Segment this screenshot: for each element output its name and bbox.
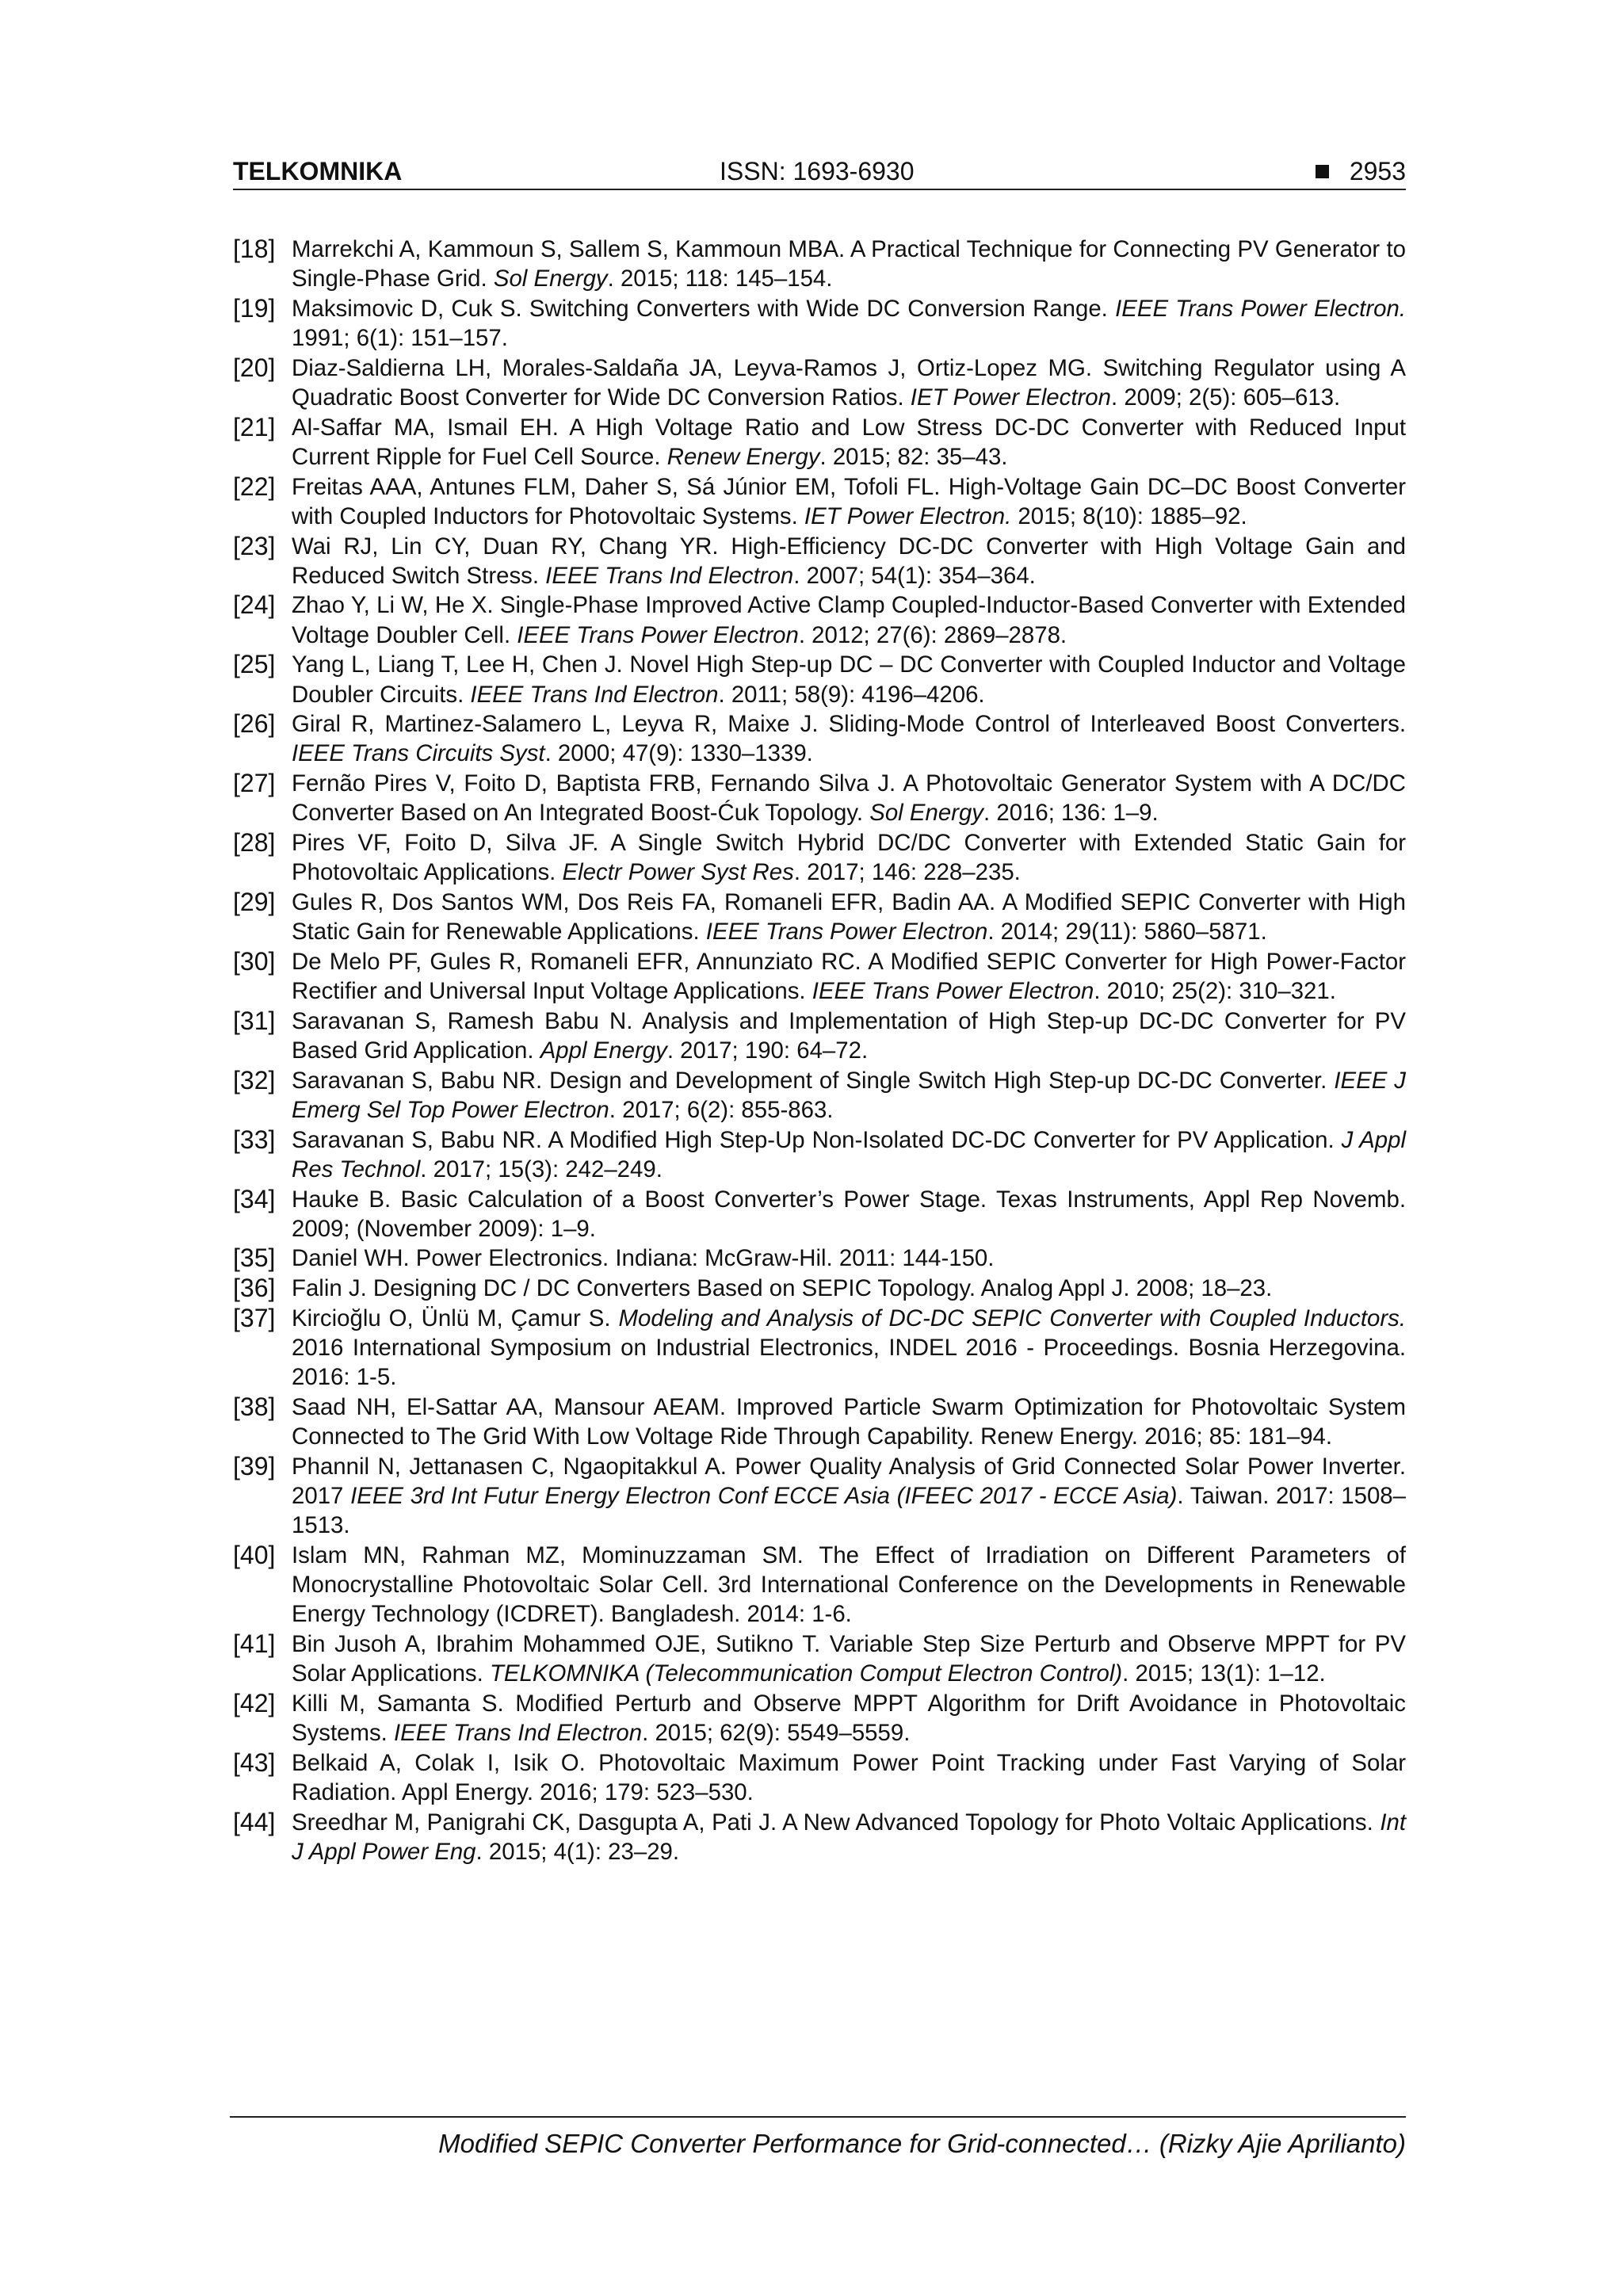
issn: ISSN: 1693-6930 (720, 157, 915, 185)
reference-text-part: Falin J. Designing DC / DC Converters Based on SEPIC Topology. Analog Appl J. 2008; 18–23. (292, 1275, 1273, 1302)
reference-text-part: . 2017; 190: 64–72. (666, 1037, 869, 1064)
reference-text (292, 1629, 1406, 1688)
reference-item (233, 650, 1406, 709)
reference-number: [36] (233, 1274, 276, 1303)
reference-item (233, 828, 1406, 887)
reference-item (233, 532, 1406, 590)
reference-item (233, 709, 1406, 768)
reference-text-part: Zhao Y, Li W, He X. Single-Phase Improved Active Clamp Coupled-Inductor-Based Converter with Extended Voltage Doubler Cell. (292, 592, 1406, 648)
reference-item (233, 1244, 1406, 1273)
reference-number: [27] (233, 769, 276, 798)
reference-item (233, 590, 1406, 649)
reference-number: [24] (233, 590, 276, 620)
reference-text-part: . 2011; 58(9): 4196–4206. (718, 681, 985, 708)
reference-text-part: Freitas AAA, Antunes FLM, Daher S, Sá Júnior EM, Tofoli FL. High-Voltage Gain DC–DC Boost Converter with Coupled Inductors for Photovoltaic Systems. (292, 473, 1406, 529)
reference-text-part: Daniel WH. Power Electronics. Indiana: McGraw-Hil. 2011: 144-150. (292, 1245, 995, 1272)
reference-text (292, 413, 1406, 472)
reference-number: [34] (233, 1184, 276, 1213)
reference-text (292, 1244, 1406, 1273)
page-number-block (1316, 157, 1406, 186)
reference-source-italic: IEEE J Emerg Sel Top Power Electron (292, 1067, 1406, 1123)
reference-item (233, 1748, 1406, 1807)
reference-text-part: Maksimovic D, Cuk S. Switching Converters with Wide DC Conversion Range. (292, 295, 1116, 322)
reference-item (233, 1304, 1406, 1392)
reference-text-part: Fernão Pires V, Foito D, Baptista FRB, Fernando Silva J. A Photovoltaic Generator System with A DC/DC Converter Based on An Integrated Boost-Ćuk Topology. (292, 770, 1406, 827)
reference-text (292, 888, 1406, 946)
reference-text-part: . 2015; 118: 145–154. (607, 266, 833, 292)
reference-item (233, 1689, 1406, 1748)
reference-list (233, 235, 1406, 1867)
reference-text (292, 709, 1406, 768)
reference-text-part: 2015; 8(10): 1885–92. (1011, 502, 1247, 529)
reference-text (292, 590, 1406, 649)
reference-text-part: . 2015; 4(1): 23–29. (475, 1838, 680, 1865)
reference-source-italic: IEEE Trans Power Electron (812, 978, 1094, 1005)
reference-text-part: Wai RJ, Lin CY, Duan RY, Chang YR. High-Efficiency DC-DC Converter with High Voltage Gain and Reduced Switch Stress. (292, 533, 1406, 589)
reference-text (292, 650, 1406, 709)
reference-source-italic: TELKOMNIKA (Telecommunication Comput Electron Control) (489, 1660, 1123, 1687)
reference-item (233, 1541, 1406, 1629)
reference-text (292, 947, 1406, 1006)
page-footer (230, 2116, 1406, 2159)
reference-item (233, 1629, 1406, 1688)
reference-text-part: . 2016; 136: 1–9. (983, 800, 1159, 827)
reference-text-part: Pires VF, Foito D, Silva JF. A Single Switch Hybrid DC/DC Converter with Extended Static Gain for Photovoltaic Applications. (292, 830, 1406, 886)
reference-item (233, 235, 1406, 293)
reference-number: [22] (233, 472, 276, 501)
reference-number: [32] (233, 1065, 276, 1095)
reference-text (292, 1392, 1406, 1451)
reference-text-part: Islam MN, Rahman MZ, Mominuzzaman SM. The Effect of Irradiation on Different Parameters of Monocrystalline Photovoltaic Solar Cell. 3rd International Conference on the Developments in Renewable Energy Technology (ICDRET). Bangladesh. 2014: 1-6. (292, 1541, 1406, 1628)
journal-name: TELKOMNIKA (233, 157, 403, 185)
reference-item (233, 1066, 1406, 1125)
reference-text (292, 1689, 1406, 1748)
reference-text (292, 828, 1406, 887)
reference-number: [41] (233, 1629, 276, 1659)
reference-text-part: Giral R, Martinez-Salamero L, Leyva R, Maixe J. Sliding-Mode Control of Interleaved Boost Converters. (292, 711, 1406, 738)
reference-text-part: . 2015; 62(9): 5549–5559. (642, 1720, 911, 1747)
reference-source-italic: IEEE 3rd Int Futur Energy Electron Conf ECCE Asia (IFEEC 2017 - ECCE Asia) (350, 1483, 1178, 1510)
reference-item (233, 472, 1406, 531)
reference-text (292, 1274, 1406, 1303)
reference-text-part: Saravanan S, Babu NR. Design and Development of Single Switch High Step-up DC-DC Converter. (292, 1067, 1335, 1094)
reference-item (233, 1808, 1406, 1866)
reference-text (292, 1808, 1406, 1866)
reference-text (292, 235, 1406, 293)
reference-text (292, 1452, 1406, 1541)
reference-number: [18] (233, 235, 276, 263)
running-title: Modified SEPIC Converter Performance for Grid-connected… (Rizky Ajie Aprilianto) (438, 2129, 1406, 2158)
reference-item (233, 353, 1406, 412)
reference-text-part: . 2012; 27(6): 2869–2878. (798, 621, 1067, 648)
reference-text (292, 769, 1406, 827)
reference-text (292, 1541, 1406, 1629)
reference-number: [28] (233, 828, 276, 858)
reference-text-part: . 2009; 2(5): 605–613. (1110, 384, 1341, 411)
reference-number: [44] (233, 1807, 276, 1836)
reference-text (292, 1066, 1406, 1125)
reference-text-part: . Taiwan. 2017: 1508–1513. (292, 1483, 1406, 1539)
reference-source-italic: IEEE Trans Ind Electron (545, 562, 794, 589)
reference-source-italic: IEEE Trans Power Electron (705, 919, 988, 946)
reference-text-part: . 2000; 47(9): 1330–1339. (544, 740, 813, 767)
reference-source-italic: Int J Appl Power Eng (292, 1809, 1406, 1865)
reference-text-part: . 2015; 13(1): 1–12. (1122, 1660, 1326, 1687)
reference-source-italic: IET Power Electron. (804, 502, 1012, 529)
reference-text-part: . 2017; 146: 228–235. (793, 859, 1021, 886)
reference-text-part: Kircioğlu O, Ünlü M, Çamur S. (292, 1305, 619, 1331)
reference-number: [42] (233, 1688, 276, 1717)
reference-text-part: . 2017; 15(3): 242–249. (420, 1156, 663, 1182)
reference-item (233, 1185, 1406, 1244)
reference-item (233, 1007, 1406, 1065)
reference-number: [19] (233, 293, 276, 323)
reference-number: [21] (233, 412, 276, 441)
page-number: 2953 (1349, 157, 1406, 185)
reference-item (233, 413, 1406, 472)
reference-source-italic: Renew Energy (666, 443, 820, 470)
reference-text-part: Marrekchi A, Kammoun S, Sallem S, Kammoun MBA. A Practical Technique for Connecting PV Generator to Single-Phase Grid. (292, 236, 1406, 292)
reference-item (233, 1125, 1406, 1184)
reference-item (233, 769, 1406, 827)
reference-text-part: . 2015; 82: 35–43. (819, 443, 1008, 470)
reference-item (233, 1392, 1406, 1451)
reference-text (292, 532, 1406, 590)
reference-text-part: Sreedhar M, Panigrahi CK, Dasgupta A, Pati J. A New Advanced Topology for Photo Voltaic Applications. (292, 1809, 1381, 1836)
reference-number: [40] (233, 1540, 276, 1569)
reference-item (233, 1274, 1406, 1303)
reference-source-italic: IEEE Trans Ind Electron (470, 681, 719, 708)
reference-text-part: De Melo PF, Gules R, Romaneli EFR, Annunziato RC. A Modified SEPIC Converter for High Power-Factor Rectifier and Universal Input Voltage Applications. (292, 948, 1406, 1005)
reference-text-part: 1991; 6(1): 151–157. (292, 325, 508, 352)
reference-item (233, 947, 1406, 1006)
reference-item (233, 888, 1406, 946)
reference-number: [35] (233, 1244, 276, 1273)
reference-text-part: Al-Saffar MA, Ismail EH. A High Voltage Ratio and Low Stress DC-DC Converter with Reduced Input Current Ripple for Fuel Cell Source. (292, 414, 1406, 470)
reference-text-part: . 2010; 25(2): 310–321. (1094, 978, 1336, 1005)
reference-text-part: . 2007; 54(1): 354–364. (793, 562, 1036, 589)
reference-number: [25] (233, 650, 276, 679)
reference-text-part: Phannil N, Jettanasen C, Ngaopitakkul A. Power Quality Analysis of Grid Connected Solar Power Inverter. 2017 (292, 1453, 1406, 1510)
reference-item (233, 1452, 1406, 1541)
reference-source-italic: J Appl Res Technol (292, 1126, 1406, 1182)
reference-source-italic: IEEE Trans Power Electron. (1115, 295, 1406, 322)
reference-text-part: Belkaid A, Colak I, Isik O. Photovoltaic Maximum Power Point Tracking under Fast Varying of Solar Radiation. Appl Energy. 2016; 179: 523–530. (292, 1749, 1406, 1806)
reference-text-part: Gules R, Dos Santos WM, Dos Reis FA, Romaneli EFR, Badin AA. A Modified SEPIC Converter with High Static Gain for Renewable Applications. (292, 888, 1406, 946)
reference-text-part: . 2014; 29(11): 5860–5871. (987, 919, 1267, 946)
reference-text-part: Bin Jusoh A, Ibrahim Mohammed OJE, Sutikno T. Variable Step Size Perturb and Observe MPPT for PV Solar Applications. (292, 1631, 1406, 1687)
reference-number: [38] (233, 1392, 276, 1421)
reference-text-part: Killi M, Samanta S. Modified Perturb and Observe MPPT Algorithm for Drift Avoidance in Photovoltaic Systems. (292, 1690, 1406, 1747)
reference-text-part: Diaz-Saldierna LH, Morales-Saldaña JA, Leyva-Ramos J, Ortiz-Lopez MG. Switching Regulator using A Quadratic Boost Converter for Wide DC Conversion Ratios. (292, 354, 1406, 411)
reference-text (292, 1748, 1406, 1807)
reference-number: [30] (233, 946, 276, 976)
page-header (233, 155, 1406, 190)
reference-number: [37] (233, 1303, 276, 1332)
reference-text (292, 294, 1406, 353)
reference-source-italic: Appl Energy (540, 1037, 667, 1064)
reference-source-italic: IEEE Trans Circuits Syst (292, 740, 545, 767)
reference-source-italic: Sol Energy (869, 800, 984, 827)
reference-text-part: Saad NH, El-Sattar AA, Mansour AEAM. Improved Particle Swarm Optimization for Photovoltaic System Connected to The Grid With Low Voltage Ride Through Capability. Renew Energy. 2016; 85: 181–94. (292, 1393, 1406, 1450)
reference-text-part: 2016 International Symposium on Industrial Electronics, INDEL 2016 - Proceedings. Bosnia Herzegovina. 2016: 1-5. (292, 1335, 1406, 1391)
reference-text-part: Saravanan S, Babu NR. A Modified High Step-Up Non-Isolated DC-DC Converter for PV Application. (292, 1126, 1342, 1153)
reference-text-part: . 2017; 6(2): 855-863. (609, 1096, 834, 1123)
reference-item (233, 294, 1406, 353)
reference-source-italic: Electr Power Syst Res (562, 859, 794, 886)
reference-text (292, 472, 1406, 531)
square-bullet-icon (1316, 165, 1329, 178)
reference-text (292, 1185, 1406, 1244)
reference-number: [26] (233, 709, 276, 739)
reference-text (292, 1304, 1406, 1392)
reference-number: [31] (233, 1006, 276, 1035)
reference-number: [29] (233, 887, 276, 916)
reference-number: [39] (233, 1451, 276, 1480)
reference-text-part: Hauke B. Basic Calculation of a Boost Converter’s Power Stage. Texas Instruments, Appl Rep Novemb. 2009; (November 2009): 1–9. (292, 1186, 1406, 1242)
reference-text (292, 1007, 1406, 1065)
reference-source-italic: Sol Energy (493, 266, 608, 292)
reference-number: [33] (233, 1125, 276, 1154)
reference-number: [23] (233, 531, 276, 560)
reference-text-part: Saravanan S, Ramesh Babu N. Analysis and Implementation of High Step-up DC-DC Converter for PV Based Grid Application. (292, 1007, 1406, 1064)
reference-number: [43] (233, 1748, 276, 1777)
reference-source-italic: IEEE Trans Power Electron (517, 621, 799, 648)
reference-text-part: Yang L, Liang T, Lee H, Chen J. Novel High Step-up DC – DC Converter with Coupled Inductor and Voltage Doubler Circuits. (292, 651, 1406, 708)
reference-source-italic: IEEE Trans Ind Electron (394, 1720, 643, 1747)
reference-source-italic: Modeling and Analysis of DC-DC SEPIC Converter with Coupled Inductors. (618, 1305, 1406, 1331)
reference-number: [20] (233, 353, 276, 382)
reference-text (292, 353, 1406, 412)
reference-text (292, 1125, 1406, 1184)
reference-source-italic: IET Power Electron (910, 384, 1111, 411)
